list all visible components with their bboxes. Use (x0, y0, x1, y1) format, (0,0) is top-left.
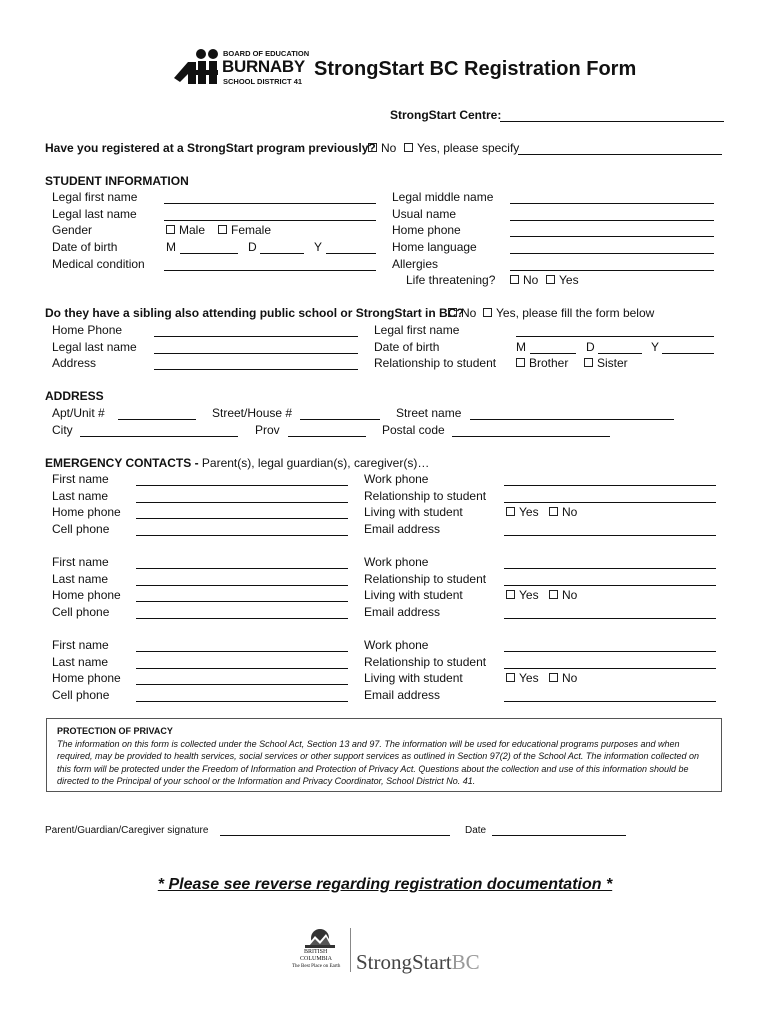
strongstart-bc-logo (356, 950, 480, 975)
contact-last-name-field[interactable] (136, 668, 348, 669)
student-life-threatening-label: Life threatening? (406, 273, 496, 287)
address-apt-field[interactable] (118, 419, 196, 420)
student-dob-d-field[interactable] (260, 253, 304, 254)
student-dob-d: D (248, 240, 257, 254)
address-prov-label: Prov (255, 423, 280, 437)
sibling-question: Do they have a sibling also attending public school or StrongStart in BC? (45, 306, 464, 320)
registered-specify-field[interactable] (518, 154, 722, 155)
address-apt-label: Apt/Unit # (52, 406, 105, 420)
contact-work-phone-field[interactable] (504, 568, 716, 569)
student-gender-label: Gender (52, 223, 93, 237)
student-home-language-field[interactable] (510, 253, 714, 254)
contact-email-label: Email address (364, 605, 441, 619)
logo-district: SCHOOL DISTRICT 41 (223, 77, 303, 86)
contact-first-name-label: First name (52, 555, 109, 569)
contact-relationship-field[interactable] (504, 585, 716, 586)
contact-living-yes-checkbox[interactable]: Yes (506, 671, 539, 685)
sibling-sister-checkbox[interactable]: Sister (584, 356, 628, 370)
privacy-heading: PROTECTION OF PRIVACY (57, 726, 173, 736)
student-last-name-field[interactable] (164, 220, 376, 221)
contact-home-phone-field[interactable] (136, 684, 348, 685)
registered-question: Have you registered at a StrongStart program previously? (45, 141, 376, 155)
address-street-name-field[interactable] (470, 419, 674, 420)
address-city-field[interactable] (80, 436, 238, 437)
contact-email-field[interactable] (504, 701, 716, 702)
address-city-label: City (52, 423, 73, 437)
contact-cell-phone-field[interactable] (136, 701, 348, 702)
sibling-relationship-label: Relationship to student (374, 356, 497, 370)
student-first-name-label: Legal first name (52, 190, 138, 204)
address-street-name-label: Street name (396, 406, 462, 420)
contact-email-label: Email address (364, 522, 441, 536)
contact-living-no-checkbox[interactable]: No (549, 671, 577, 685)
sibling-last-name-field[interactable] (154, 353, 358, 354)
contact-last-name-label: Last name (52, 489, 109, 503)
address-street-house-field[interactable] (300, 419, 380, 420)
family-figures-icon (174, 48, 222, 86)
student-middle-name-label: Legal middle name (392, 190, 494, 204)
sibling-first-name-field[interactable] (516, 336, 714, 337)
brand-main: StrongStart (356, 950, 452, 974)
contact-last-name-field[interactable] (136, 585, 348, 586)
contact-cell-phone-field[interactable] (136, 535, 348, 536)
contact-work-phone-field[interactable] (504, 485, 716, 486)
contact-living-label: Living with student (364, 505, 463, 519)
contact-home-phone-label: Home phone (52, 588, 121, 602)
address-prov-field[interactable] (288, 436, 366, 437)
address-postal-field[interactable] (452, 436, 610, 437)
sibling-dob-d: D (586, 340, 595, 354)
registered-yes-checkbox[interactable]: Yes, please specify (404, 141, 519, 155)
date-label: Date (465, 825, 487, 836)
student-life-yes-checkbox[interactable]: Yes (546, 273, 579, 287)
student-dob-y-field[interactable] (326, 253, 376, 254)
contact-cell-phone-field[interactable] (136, 618, 348, 619)
student-dob-m: M (166, 240, 176, 254)
contact-relationship-label: Relationship to student (364, 572, 487, 586)
contact-cell-phone-label: Cell phone (52, 522, 110, 536)
contact-work-phone-field[interactable] (504, 651, 716, 652)
bc-tagline: The Best Place on Earth (292, 964, 341, 969)
sibling-home-phone-label: Home Phone (52, 323, 123, 337)
contact-work-phone-label: Work phone (364, 555, 429, 569)
contact-living-no-checkbox[interactable]: No (549, 505, 577, 519)
sibling-address-field[interactable] (154, 369, 358, 370)
contact-living-yes-checkbox[interactable]: Yes (506, 588, 539, 602)
student-last-name-label: Legal last name (52, 207, 137, 221)
centre-label: StrongStart Centre: (390, 108, 502, 122)
student-dob-label: Date of birth (52, 240, 118, 254)
registered-no-checkbox[interactable]: No (368, 141, 396, 155)
contact-last-name-label: Last name (52, 655, 109, 669)
sibling-dob-m: M (516, 340, 526, 354)
student-usual-name-label: Usual name (392, 207, 457, 221)
contact-email-label: Email address (364, 688, 441, 702)
contact-work-phone-label: Work phone (364, 472, 429, 486)
sibling-last-name-label: Legal last name (52, 340, 137, 354)
date-field[interactable] (492, 835, 626, 836)
contact-first-name-label: First name (52, 638, 109, 652)
student-usual-name-field[interactable] (510, 220, 714, 221)
student-medical-label: Medical condition (52, 257, 145, 271)
contact-work-phone-label: Work phone (364, 638, 429, 652)
student-allergies-label: Allergies (392, 257, 439, 271)
student-heading: STUDENT INFORMATION (45, 174, 189, 188)
sibling-dob-d-field[interactable] (598, 353, 642, 354)
contact-home-phone-label: Home phone (52, 505, 121, 519)
contact-cell-phone-label: Cell phone (52, 688, 110, 702)
bc-line2: COLUMBIA (300, 956, 333, 962)
privacy-text: The information on this form is collected under the School Act, Section 13 and 97. The information will be used for educational programs purposes and when required, may be provided to health services, social services or other support services as outlined in Section 97(2) of the School Act. The information collected on this form will be protected under the Freedom of Information and Protection of Privacy Act. Questions about the collection and use of this information should be directed to the Principal of your school or the Information and Privacy Coordinator, School District No. 41. (57, 738, 699, 786)
student-home-phone-label: Home phone (392, 223, 461, 237)
contact-last-name-label: Last name (52, 572, 109, 586)
sibling-dob-y: Y (651, 340, 660, 354)
contact-living-no-checkbox[interactable]: No (549, 588, 577, 602)
student-life-no-checkbox[interactable]: No (510, 273, 538, 287)
contact-first-name-label: First name (52, 472, 109, 486)
sibling-brother-checkbox[interactable]: Brother (516, 356, 568, 370)
address-heading: ADDRESS (45, 389, 104, 403)
contact-relationship-label: Relationship to student (364, 489, 487, 503)
signature-field[interactable] (220, 835, 450, 836)
address-street-house-label: Street/House # (212, 406, 293, 420)
privacy-box (46, 718, 722, 792)
bc-line1: BRITISH (304, 949, 328, 955)
contact-last-name-field[interactable] (136, 502, 348, 503)
sibling-first-name-label: Legal first name (374, 323, 460, 337)
contact-living-yes-checkbox[interactable]: Yes (506, 505, 539, 519)
student-first-name-field[interactable] (164, 203, 376, 204)
form-title: StrongStart BC Registration Form (314, 58, 637, 80)
student-allergies-field[interactable] (510, 270, 714, 271)
signature-label: Parent/Guardian/Caregiver signature (45, 825, 209, 836)
contact-cell-phone-label: Cell phone (52, 605, 110, 619)
address-postal-label: Postal code (382, 423, 445, 437)
centre-field[interactable] (500, 121, 724, 122)
brand-suffix: BC (451, 950, 480, 974)
contact-home-phone-field[interactable] (136, 518, 348, 519)
contact-first-name-field[interactable] (136, 485, 348, 486)
burnaby-logo (174, 48, 310, 88)
sibling-yes-checkbox[interactable]: Yes, please fill the form below (483, 306, 654, 320)
reverse-note: * Please see reverse regarding registration documentation * (157, 876, 613, 893)
contact-living-label: Living with student (364, 588, 463, 602)
contact-email-field[interactable] (504, 535, 716, 536)
emergency-heading-main: EMERGENCY CONTACTS - (45, 456, 202, 470)
student-home-language-label: Home language (392, 240, 477, 254)
student-middle-name-field[interactable] (510, 203, 714, 204)
sibling-dob-label: Date of birth (374, 340, 440, 354)
footer-divider (350, 928, 351, 972)
student-female-checkbox[interactable]: Female (218, 223, 271, 237)
student-home-phone-field[interactable] (510, 236, 714, 237)
sibling-dob-y-field[interactable] (662, 353, 714, 354)
logo-board: BOARD OF EDUCATION (223, 49, 310, 58)
sibling-address-label: Address (52, 356, 97, 370)
bc-government-logo (290, 926, 350, 974)
sibling-home-phone-field[interactable] (154, 336, 358, 337)
contact-email-field[interactable] (504, 618, 716, 619)
student-dob-y: Y (314, 240, 323, 254)
contact-living-label: Living with student (364, 671, 463, 685)
contact-first-name-field[interactable] (136, 568, 348, 569)
student-male-checkbox[interactable]: Male (166, 223, 205, 237)
student-dob-m-field[interactable] (180, 253, 238, 254)
logo-name: BURNABY (222, 57, 305, 76)
contact-relationship-field[interactable] (504, 668, 716, 669)
bc-sun-mountain-icon (305, 926, 335, 948)
sibling-no-checkbox[interactable]: No (448, 306, 476, 320)
sibling-dob-m-field[interactable] (530, 353, 576, 354)
contact-home-phone-label: Home phone (52, 671, 121, 685)
contact-relationship-field[interactable] (504, 502, 716, 503)
emergency-heading (45, 456, 429, 470)
contact-first-name-field[interactable] (136, 651, 348, 652)
student-medical-field[interactable] (164, 270, 376, 271)
emergency-heading-note: Parent(s), legal guardian(s), caregiver(s)… (201, 456, 430, 470)
contact-home-phone-field[interactable] (136, 601, 348, 602)
contact-relationship-label: Relationship to student (364, 655, 487, 669)
